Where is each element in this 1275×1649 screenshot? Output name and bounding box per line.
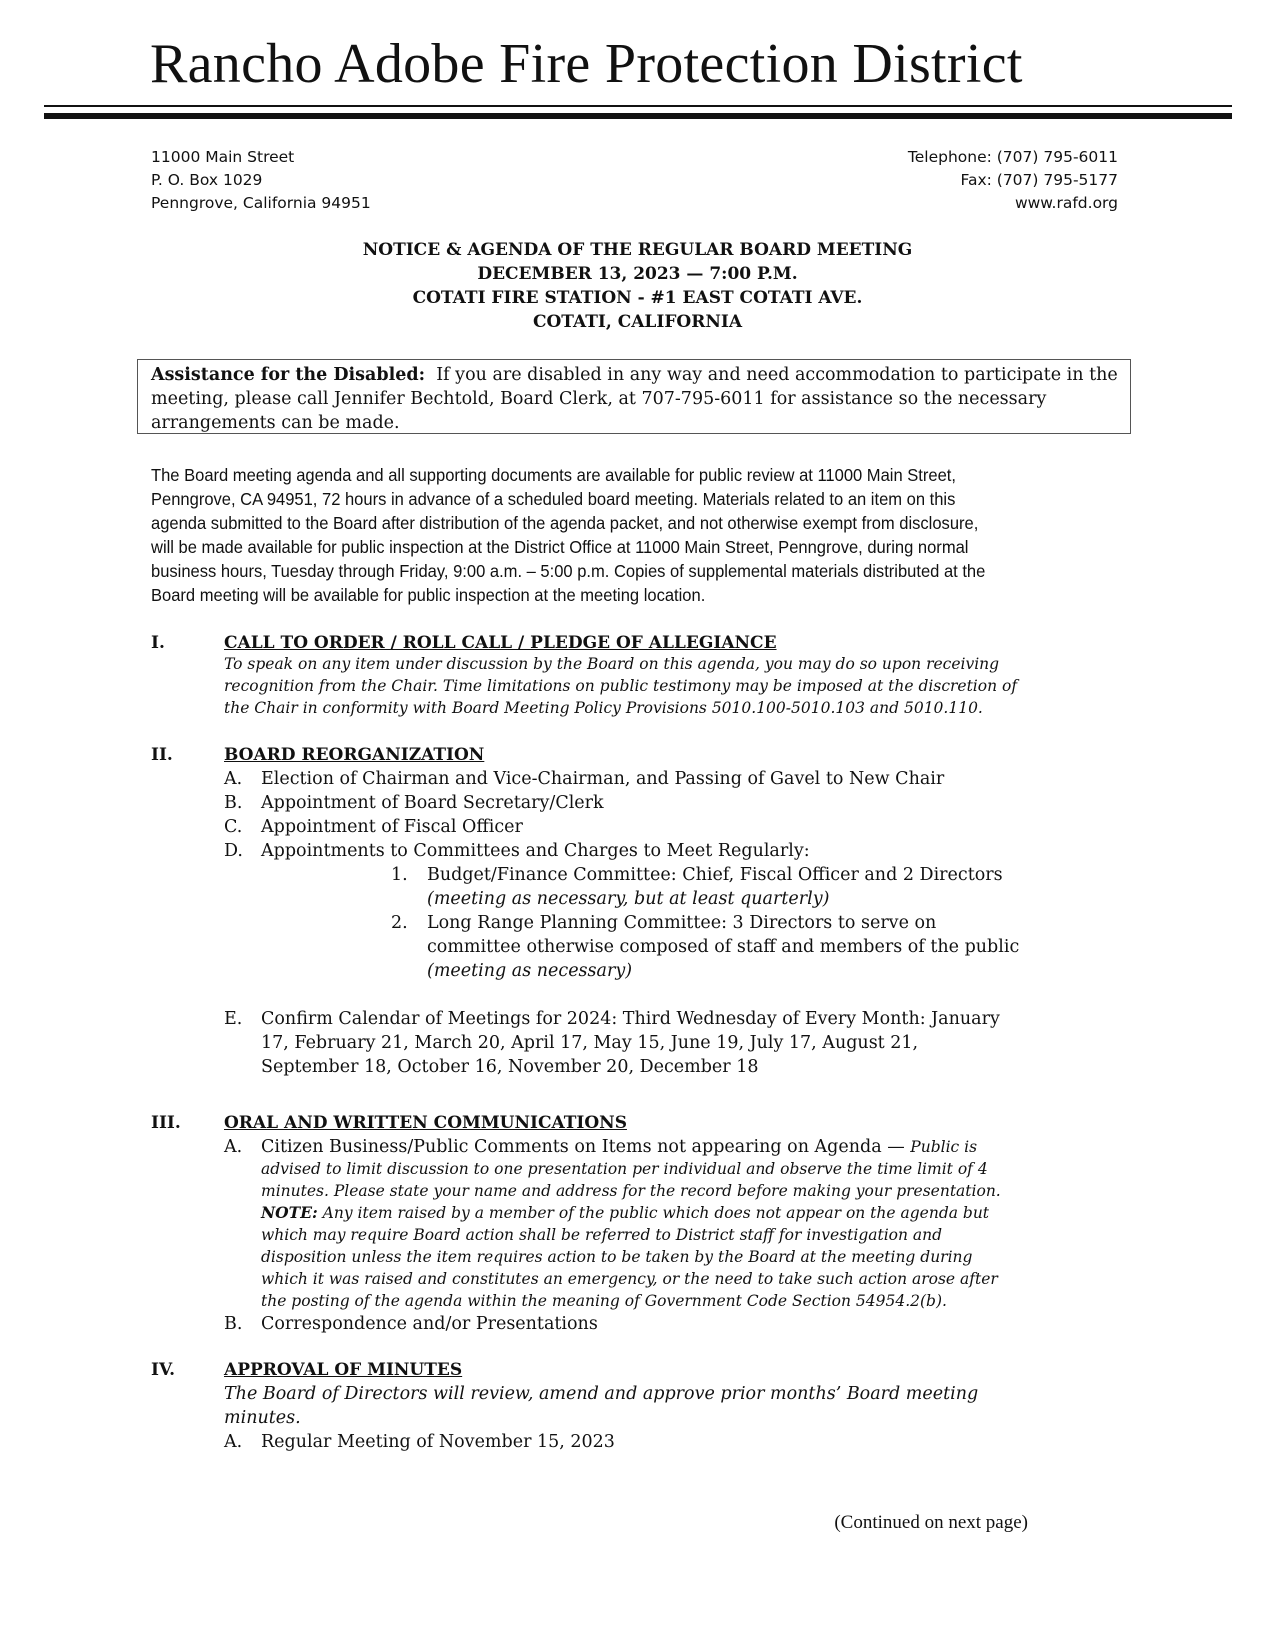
item-note-line: disposition unless the item requires action to be taken by the Board at the meeting during xyxy=(261,1248,973,1266)
subitem-note: (meeting as necessary, but at least quarterly) xyxy=(427,889,830,909)
agenda-item: B. Appointment of Board Secretary/Clerk xyxy=(224,793,604,813)
section-title: ORAL AND WRITTEN COMMUNICATIONS xyxy=(224,1113,627,1133)
agenda-item: B. Correspondence and/or Presentations xyxy=(224,1314,598,1334)
mailing-address xyxy=(151,146,371,215)
availability-paragraph xyxy=(151,463,1062,607)
agenda-item: A. Citizen Business/Public Comments on Items not appearing on Agenda — Public is xyxy=(224,1137,978,1157)
section-note-line: The Board of Directors will review, amend and approve prior months’ Board meeting xyxy=(224,1384,979,1404)
header-rule-thick xyxy=(44,113,1232,119)
section-note-line: the Chair in conformity with Board Meeting Policy Provisions 5010.100-5010.103 and 5010.110. xyxy=(224,699,983,717)
agenda-item: D. Appointments to Committees and Charges to Meet Regularly: xyxy=(224,841,810,861)
section-numeral: II. xyxy=(151,745,173,765)
paragraph-line: The Board meeting agenda and all supporting documents are available for public review at 11000 Main Street, xyxy=(151,465,956,485)
heading-line: COTATI FIRE STATION - #1 EAST COTATI AVE. xyxy=(412,288,863,308)
item-continuation: September 18, October 16, November 20, December 18 xyxy=(261,1057,759,1077)
heading-line: COTATI, CALIFORNIA xyxy=(532,312,743,332)
telephone: Telephone: (707) 795-6011 xyxy=(907,148,1118,166)
section-note-line: recognition from the Chair. Time limitations on public testimony may be imposed at the discretion of xyxy=(224,677,1018,695)
address-line: 11000 Main Street xyxy=(151,148,295,166)
continued-note: (Continued on next page) xyxy=(834,1512,1028,1533)
section-numeral: III. xyxy=(151,1113,181,1133)
assistance-text: If you are disabled in any way and need accommodation to participate in the meeting, please call Jennifer Bechtold, Board Clerk, at 707-795-6011 for assistance so the necessary arrangements can be made. xyxy=(151,365,1118,433)
section-numeral: I. xyxy=(151,633,165,653)
agenda-item: E. Confirm Calendar of Meetings for 2024: Third Wednesday of Every Month: January xyxy=(224,1009,1000,1029)
contact-info xyxy=(908,146,1118,215)
agenda-subitem: 1. Budget/Finance Committee: Chief, Fiscal Officer and 2 Directors xyxy=(391,865,1003,885)
item-note-line: advised to limit discussion to one presentation per individual and observe the time limit of 4 xyxy=(261,1160,988,1178)
section-note-line: To speak on any item under discussion by the Board on this agenda, you may do so upon receiving xyxy=(224,655,1000,673)
section-note-line: minutes. xyxy=(224,1408,301,1428)
section-title: BOARD REORGANIZATION xyxy=(224,745,485,765)
item-note-line: which it was raised and constitutes an emergency, or the need to take such action arose after xyxy=(261,1270,998,1288)
section-title: CALL TO ORDER / ROLL CALL / PLEDGE OF ALLEGIANCE xyxy=(224,633,777,653)
website: www.rafd.org xyxy=(1014,194,1118,212)
assistance-box xyxy=(137,359,1131,434)
paragraph-line: business hours, Tuesday through Friday, 9:00 a.m. – 5:00 p.m. Copies of supplemental materials distributed at the xyxy=(151,561,986,581)
agenda-item: A. Regular Meeting of November 15, 2023 xyxy=(224,1432,615,1452)
paragraph-line: Penngrove, CA 94951, 72 hours in advance of a scheduled board meeting. Materials related to an item on this xyxy=(151,489,956,509)
district-title: Rancho Adobe Fire Protection District xyxy=(150,33,1023,95)
paragraph-line: Board meeting will be available for public inspection at the meeting location. xyxy=(151,585,706,605)
address-line: Penngrove, California 94951 xyxy=(151,194,371,212)
agenda-item: C. Appointment of Fiscal Officer xyxy=(224,817,523,837)
assistance-label: Assistance for the Disabled: xyxy=(151,365,426,385)
paragraph-line: will be made available for public inspection at the District Office at 11000 Main Street, Penngrove, during normal xyxy=(151,537,969,557)
fax: Fax: (707) 795-5177 xyxy=(960,171,1118,189)
address-line: P. O. Box 1029 xyxy=(151,171,263,189)
heading-line: DECEMBER 13, 2023 — 7:00 P.M. xyxy=(477,264,798,284)
item-continuation: 17, February 21, March 20, April 17, May 15, June 19, July 17, August 21, xyxy=(261,1033,919,1053)
subitem-note: (meeting as necessary) xyxy=(427,961,633,981)
agenda-item: A. Election of Chairman and Vice-Chairman, and Passing of Gavel to New Chair xyxy=(224,769,945,789)
subitem-continuation: committee otherwise composed of staff and members of the public xyxy=(427,937,1020,957)
item-note-line: NOTE: Any item raised by a member of the public which does not appear on the agenda but xyxy=(261,1203,990,1222)
item-note-line: minutes. Please state your name and address for the record before making your presentation. xyxy=(261,1182,1001,1200)
paragraph-line: agenda submitted to the Board after distribution of the agenda packet, and not otherwise exempt from disclosure, xyxy=(151,513,979,533)
meeting-heading xyxy=(0,238,1275,334)
item-note-line: the posting of the agenda within the meaning of Government Code Section 54954.2(b). xyxy=(261,1292,947,1310)
heading-line: NOTICE & AGENDA OF THE REGULAR BOARD MEETING xyxy=(362,240,913,260)
section-title: APPROVAL OF MINUTES xyxy=(224,1360,463,1380)
agenda-subitem: 2. Long Range Planning Committee: 3 Directors to serve on xyxy=(391,913,937,933)
item-note-line: which may require Board action shall be referred to District staff for investigation and xyxy=(261,1226,943,1244)
header-rule-thin xyxy=(44,105,1232,107)
section-numeral: IV. xyxy=(151,1360,176,1380)
